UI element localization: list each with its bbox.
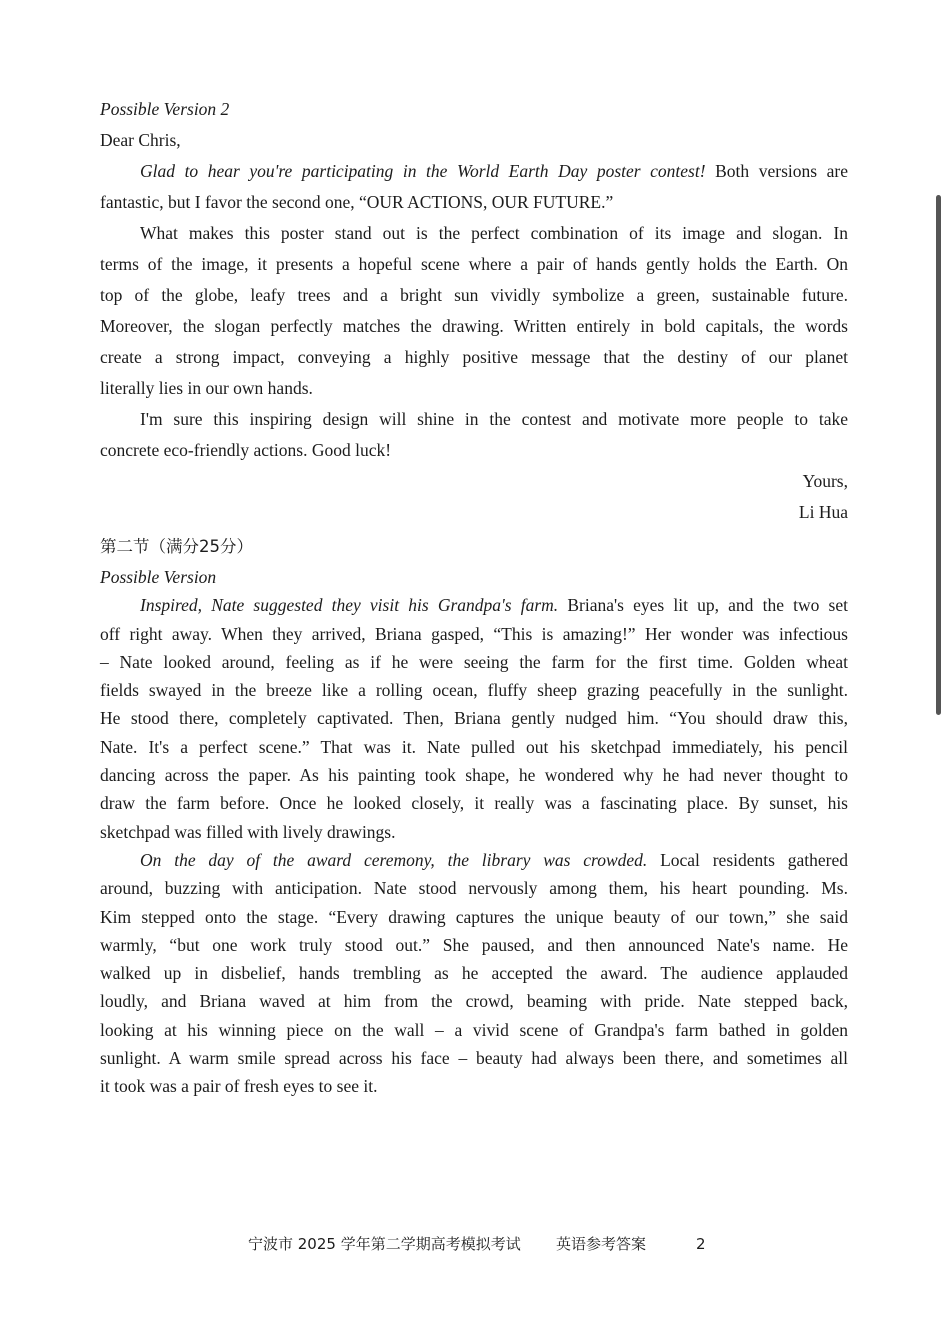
essay-paragraph-1-line: sketchpad was filled with lively drawings.	[100, 821, 396, 842]
essay-paragraph-1-lead: Inspired, Nate suggested they visit his Grandpa's farm.	[140, 595, 559, 616]
paragraph-2-line: terms of the image, it presents a hopeful scene where a pair of hands gently holds the Earth. On	[100, 254, 848, 274]
section-2-heading: Possible Version	[100, 567, 217, 587]
footer-subject: 英语参考答案	[556, 1235, 647, 1253]
essay-paragraph-1-line: dancing across the paper. As his painting took shape, he wondered why he had never thought to	[100, 765, 848, 786]
section-2-title: 第二节（满分25分）	[100, 537, 253, 556]
version2-heading: Possible Version 2	[100, 99, 230, 119]
essay-paragraph-1-line: fields swayed in the breeze like a rolling ocean, fluffy sheep grazing peacefully in the sunlight.	[100, 680, 848, 701]
essay-paragraph-2-line: looking at his winning piece on the wall – a vivid scene of Grandpa's farm bathed in golden	[100, 1019, 848, 1040]
paragraph-2-line: top of the globe, leafy trees and a bright sun vividly symbolize a green, sustainable future.	[100, 285, 848, 305]
salutation: Dear Chris,	[100, 130, 181, 150]
essay-paragraph-1-line: Nate. It's a perfect scene.” That was it. Nate pulled out his sketchpad immediately, his pencil	[100, 736, 848, 757]
paragraph-1-lead: Glad to hear you're participating in the World Earth Day poster contest!	[140, 161, 706, 181]
paragraph-1-rest: Both versions are	[705, 161, 848, 181]
paragraph-1-line-1	[100, 156, 848, 187]
essay-paragraph-2-line: it took was a pair of fresh eyes to see it.	[100, 1076, 378, 1097]
paragraph-3-line: concrete eco-friendly actions. Good luck!	[100, 440, 392, 460]
closing: Yours,	[802, 471, 848, 491]
essay-paragraph-2-line: loudly, and Briana waved at him from the crowd, beaming with pride. Nate stepped back,	[100, 991, 848, 1012]
page-number: 2	[696, 1235, 706, 1253]
paragraph-2-line: Moreover, the slogan perfectly matches the drawing. Written entirely in bold capitals, the words	[100, 316, 848, 336]
essay-paragraph-2-line-1	[100, 846, 848, 874]
essay-paragraph-1-line-1	[100, 591, 848, 619]
essay-paragraph-2-line: Kim stepped onto the stage. “Every drawing captures the unique beauty of our town,” she said	[100, 906, 848, 927]
essay-paragraph-2-line: sunlight. A warm smile spread across his face – beauty had always been there, and sometimes all	[100, 1048, 848, 1069]
essay-paragraph-2-lead: On the day of the award ceremony, the library was crowded.	[140, 849, 648, 870]
essay-paragraph-2-rest: Local residents gathered	[647, 849, 848, 870]
paragraph-2-line: create a strong impact, conveying a highly positive message that the destiny of our planet	[100, 347, 848, 367]
signature: Li Hua	[798, 502, 848, 522]
paragraph-2-line: What makes this poster stand out is the perfect combination of its image and slogan. In	[140, 223, 848, 243]
page-footer	[0, 1232, 950, 1256]
paragraph-3-line: I'm sure this inspiring design will shine in the contest and motivate more people to take	[140, 409, 848, 429]
scrollbar[interactable]	[936, 195, 941, 715]
section-2-essay	[100, 563, 848, 1101]
section-2	[100, 531, 848, 562]
essay-paragraph-2-line: walked up in disbelief, hands trembling as he accepted the award. The audience applauded	[100, 963, 848, 984]
essay-paragraph-1-rest: Briana's eyes lit up, and the two set	[558, 595, 848, 616]
paragraph-1-line-2: fantastic, but I favor the second one, “OUR ACTIONS, OUR FUTURE.”	[100, 192, 614, 212]
essay-paragraph-2-line: around, buzzing with anticipation. Nate stood nervously among them, his heart pounding. Ms.	[100, 878, 848, 899]
version2-letter	[100, 94, 848, 528]
essay-paragraph-1-line: off right away. When they arrived, Briana gasped, “This is amazing!” Her wonder was infectious	[100, 623, 848, 644]
essay-paragraph-2-line: warmly, “but one work truly stood out.” She paused, and then announced Nate's name. He	[100, 934, 848, 955]
essay-paragraph-1-line: – Nate looked around, feeling as if he were seeing the farm for the first time. Golden wheat	[100, 651, 848, 672]
essay-paragraph-1-line: draw the farm before. Once he looked closely, it really was a fascinating place. By sunset, his	[100, 793, 848, 814]
essay-paragraph-1-line: He stood there, completely captivated. Then, Briana gently nudged him. “You should draw this,	[100, 708, 848, 729]
paragraph-2-line: literally lies in our own hands.	[100, 378, 313, 398]
footer-exam-title: 宁波市 2025 学年第二学期高考模拟考试	[248, 1235, 521, 1253]
